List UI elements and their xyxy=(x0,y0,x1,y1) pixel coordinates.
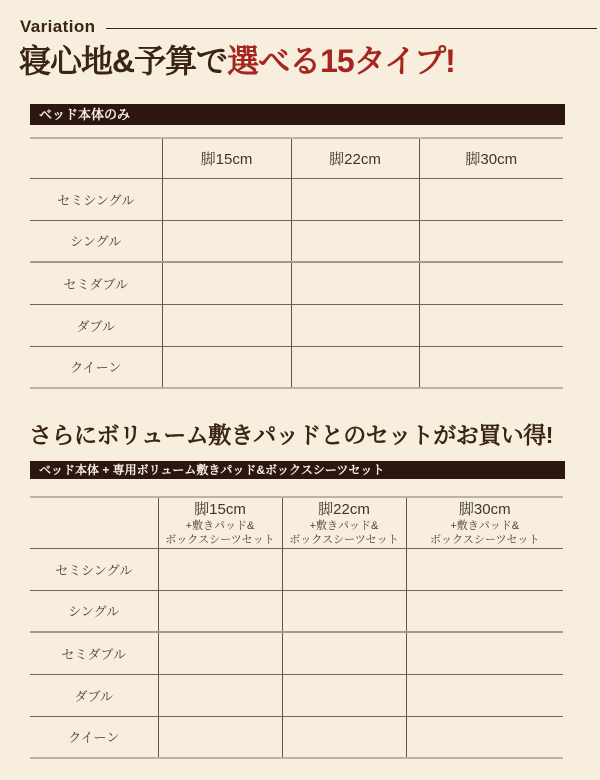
table-row-semidouble xyxy=(30,632,563,674)
column-size-label: 脚15cm xyxy=(194,500,246,518)
column-header-leg22: 脚22cm xyxy=(291,138,419,178)
price-cell xyxy=(419,262,563,304)
column-sub-label: +敷きパッド& xyxy=(450,519,520,532)
row-label-semisingle: セミシングル xyxy=(30,178,162,220)
table-row-semisingle xyxy=(30,548,563,590)
section1-banner: ベッド本体のみ xyxy=(30,104,565,125)
column-header-leg15-set xyxy=(158,497,282,548)
column-size-label: 脚22cm xyxy=(318,500,370,518)
variation-rule-line xyxy=(106,28,597,29)
row-label-queen: クイーン xyxy=(30,346,162,388)
price-cell xyxy=(406,716,563,758)
price-cell xyxy=(158,590,282,632)
price-cell xyxy=(291,304,419,346)
table-row-single xyxy=(30,220,563,262)
price-cell xyxy=(158,632,282,674)
row-label-single: シングル xyxy=(30,220,162,262)
price-cell xyxy=(291,262,419,304)
column-sub-label: ボックスシーツセット xyxy=(289,533,399,546)
price-cell xyxy=(282,674,406,716)
price-cell xyxy=(162,304,291,346)
price-cell xyxy=(158,716,282,758)
price-cell xyxy=(406,590,563,632)
table-header-row xyxy=(30,497,563,548)
price-cell xyxy=(162,262,291,304)
price-cell xyxy=(406,674,563,716)
headline-plain-text: 寝心地&予算で xyxy=(19,43,228,79)
column-sub-label: ボックスシーツセット xyxy=(165,533,275,546)
column-header-leg30: 脚30cm xyxy=(419,138,563,178)
price-cell xyxy=(291,346,419,388)
table-row-queen xyxy=(30,346,563,388)
price-cell xyxy=(282,632,406,674)
table-row-semisingle xyxy=(30,178,563,220)
price-cell xyxy=(406,548,563,590)
table-row-queen xyxy=(30,716,563,758)
bed-set-price-table xyxy=(30,496,563,759)
price-cell xyxy=(282,716,406,758)
row-label-semisingle: セミシングル xyxy=(30,548,158,590)
price-cell xyxy=(419,178,563,220)
variation-title: Variation xyxy=(20,17,96,36)
column-header-leg30-set xyxy=(406,497,563,548)
price-cell xyxy=(291,178,419,220)
corner-cell xyxy=(30,497,158,548)
set-offer-headline: さらにボリューム敷きパッドとのセットがお買い得! xyxy=(29,422,553,448)
price-cell xyxy=(419,346,563,388)
price-cell xyxy=(282,548,406,590)
bed-only-price-table xyxy=(30,137,563,389)
column-sub-label: ボックスシーツセット xyxy=(430,533,540,546)
corner-cell xyxy=(30,138,162,178)
column-header-leg22-set xyxy=(282,497,406,548)
row-label-double: ダブル xyxy=(30,304,162,346)
price-cell xyxy=(162,346,291,388)
table-row-semidouble xyxy=(30,262,563,304)
main-headline xyxy=(19,41,455,81)
price-cell xyxy=(158,674,282,716)
column-sub-label: +敷きパッド& xyxy=(185,519,255,532)
column-size-label: 脚30cm xyxy=(458,500,511,518)
price-cell xyxy=(162,220,291,262)
price-cell xyxy=(406,632,563,674)
column-header-leg15: 脚15cm xyxy=(162,138,291,178)
row-label-single: シングル xyxy=(30,590,158,632)
headline-highlight-text: 選べる15タイプ! xyxy=(227,43,455,79)
price-cell xyxy=(282,590,406,632)
table-header-row xyxy=(30,138,563,178)
column-sub-label: +敷きパッド& xyxy=(309,519,379,532)
price-cell xyxy=(419,220,563,262)
row-label-semidouble: セミダブル xyxy=(30,262,162,304)
variation-header xyxy=(20,17,597,37)
price-cell xyxy=(419,304,563,346)
table-row-single xyxy=(30,590,563,632)
section2-banner: ベッド本体 + 専用ボリューム敷きパッド&ボックスシーツセット xyxy=(30,461,565,479)
price-cell xyxy=(158,548,282,590)
table-row-double xyxy=(30,674,563,716)
row-label-queen: クイーン xyxy=(30,716,158,758)
row-label-double: ダブル xyxy=(30,674,158,716)
price-cell xyxy=(291,220,419,262)
row-label-semidouble: セミダブル xyxy=(30,632,158,674)
price-cell xyxy=(162,178,291,220)
table-row-double xyxy=(30,304,563,346)
